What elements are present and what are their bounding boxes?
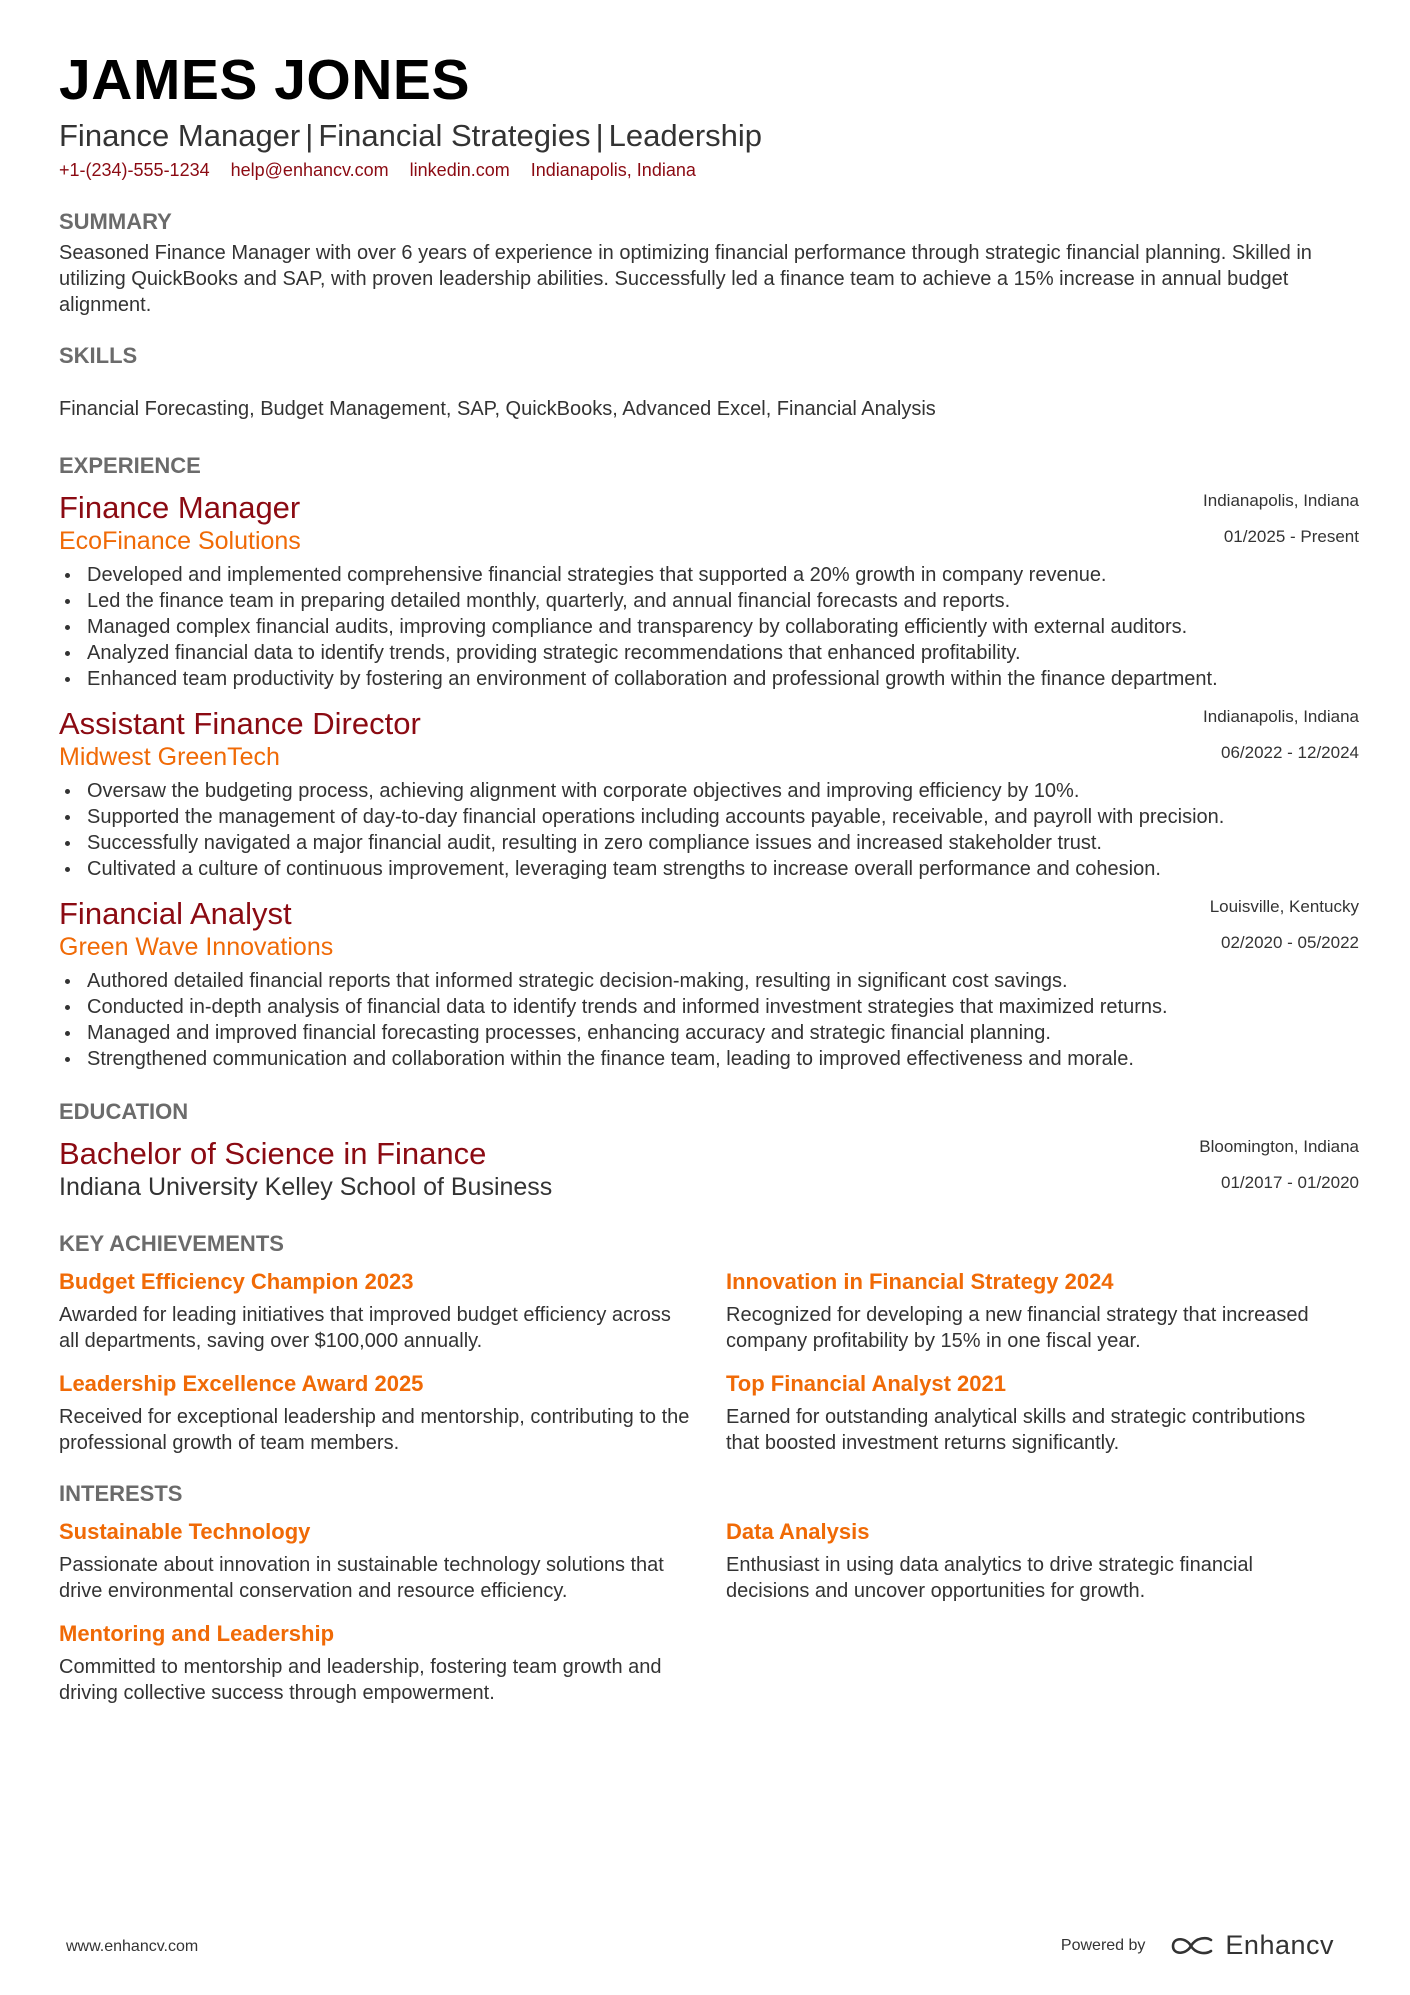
interests-section [59,1480,1359,1722]
achievement-item [59,1268,726,1354]
resume-page [59,50,1359,1722]
interest-text: Enthusiast in using data analytics to drive strategic financial decisions and uncover opportunities for growth. [726,1554,1253,1602]
contact-bar [59,158,1359,182]
interest-title: Mentoring and Leadership [59,1621,335,1646]
bullet-item: Analyzed financial data to identify trends, providing strategic recommendations that enhanced profitability. [59,640,1359,666]
job-bullets [59,968,1359,1072]
school-name: Indiana University Kelley School of Business [59,1173,553,1201]
skills-text: Financial Forecasting, Budget Management, SAP, QuickBooks, Advanced Excel, Financial Analysis [59,398,936,420]
job-company: EcoFinance Solutions [59,527,301,555]
achievements-section [59,1230,1359,1472]
interest-item [726,1518,1359,1604]
education-header [59,1136,1359,1204]
job-bullets [59,778,1359,882]
achievement-item [59,1370,726,1456]
bullet-item: Oversaw the budgeting process, achieving alignment with corporate objectives and improving efficiency by 10%. [59,778,1359,804]
job-dates: 01/2025 - Present [1223,527,1359,546]
interest-title: Sustainable Technology [59,1519,311,1544]
bullet-item: Strengthened communication and collaboration within the finance team, leading to improved effectiveness and morale. [59,1046,1359,1072]
achievement-text: Received for exceptional leadership and mentorship, contributing to the professional growth of team members. [59,1406,690,1454]
interest-item [59,1620,726,1706]
job-entry [59,896,1359,1072]
achievement-text: Earned for outstanding analytical skills and strategic contributions that boosted investment returns significantly. [726,1406,1306,1454]
interest-text: Passionate about innovation in sustainable technology solutions that drive environmental conservation and resource efficiency. [59,1554,664,1602]
email-link[interactable]: help@enhancv.com [230,160,389,180]
job-location: Louisville, Kentucky [1209,897,1359,916]
section-title-skills: SKILLS [59,343,138,368]
job-header [59,896,1359,964]
headline-focus: Financial Strategies [318,118,591,153]
section-title-summary: SUMMARY [59,209,172,234]
achievement-title: Leadership Excellence Award 2025 [59,1371,424,1396]
summary-text: Seasoned Finance Manager with over 6 years of experience in optimizing financial performance through strategic financial planning. Skilled in utilizing QuickBooks and SAP, with proven leadership abilities. Successfully led a finance team to achieve a 15% increase in annual budget alignment. [59,242,1312,316]
job-location: Indianapolis, Indiana [1203,491,1359,510]
job-bullets [59,562,1359,692]
job-company: Midwest GreenTech [59,743,280,771]
degree-title: Bachelor of Science in Finance [59,1136,487,1171]
education-section [59,1098,1359,1204]
phone-link[interactable]: +1-(234)-555-1234 [59,160,210,180]
headline-separator: | [305,118,314,153]
footer-website[interactable]: www.enhancv.com [66,1938,199,1955]
bullet-item: Managed complex financial audits, improving compliance and transparency by collaborating efficiently with external auditors. [59,614,1359,640]
education-location: Bloomington, Indiana [1199,1137,1359,1156]
enhancv-logo-icon [1169,1934,1215,1958]
education-dates: 01/2017 - 01/2020 [1220,1173,1359,1192]
section-title-education: EDUCATION [59,1099,189,1124]
bullet-item: Enhanced team productivity by fostering an environment of collaboration and professional growth within the finance department. [59,666,1359,692]
section-title-achievements: KEY ACHIEVEMENTS [59,1231,284,1256]
bullet-item: Successfully navigated a major financial audit, resulting in zero compliance issues and increased stakeholder trust. [59,830,1359,856]
job-role: Financial Analyst [59,896,292,931]
achievement-text: Recognized for developing a new financial strategy that increased company profitability by 15% in one fiscal year. [726,1304,1309,1352]
bullet-item: Cultivated a culture of continuous improvement, leveraging team strengths to increase overall performance and cohesion. [59,856,1359,882]
job-dates: 06/2022 - 12/2024 [1220,743,1359,762]
brand-name: Enhancv [1225,1930,1334,1960]
location-text: Indianapolis, Indiana [530,160,696,180]
powered-by [1061,1930,1334,1961]
headline [59,118,1359,154]
powered-by-label: Powered by [1060,1936,1146,1954]
bullet-item: Supported the management of day-to-day financial operations including accounts payable, receivable, and payroll with precision. [59,804,1359,830]
section-title-interests: INTERESTS [59,1481,183,1506]
experience-section [59,452,1359,1072]
linkedin-link[interactable]: linkedin.com [409,160,510,180]
job-role: Finance Manager [59,490,301,525]
interests-grid [59,1518,1359,1722]
headline-separator: | [595,118,604,153]
job-role: Assistant Finance Director [59,706,421,741]
bullet-item: Conducted in-depth analysis of financial data to identify trends and informed investment strategies that maximized returns. [59,994,1359,1020]
bullet-item: Led the finance team in preparing detailed monthly, quarterly, and annual financial forecasts and reports. [59,588,1359,614]
interest-text: Committed to mentorship and leadership, fostering team growth and driving collective success through empowerment. [59,1656,662,1704]
section-title-experience: EXPERIENCE [59,453,201,478]
bullet-item: Managed and improved financial forecasting processes, enhancing accuracy and strategic financial planning. [59,1020,1359,1046]
achievement-title: Budget Efficiency Champion 2023 [59,1269,414,1294]
bullet-item: Developed and implemented comprehensive financial strategies that supported a 20% growth in company revenue. [59,562,1359,588]
headline-skill: Leadership [608,118,763,153]
job-entry [59,706,1359,882]
job-company: Green Wave Innovations [59,933,334,961]
job-entry [59,490,1359,692]
summary-section [59,208,1359,318]
achievement-title: Innovation in Financial Strategy 2024 [726,1269,1114,1294]
interest-title: Data Analysis [726,1519,870,1544]
skills-section [59,342,1359,422]
bullet-item: Authored detailed financial reports that informed strategic decision-making, resulting in significant cost savings. [59,968,1359,994]
headline-role: Finance Manager [59,118,301,153]
achievement-item [726,1268,1359,1354]
achievements-grid [59,1268,1359,1472]
candidate-name: JAMES JONES [59,48,470,112]
interest-item [59,1518,726,1604]
job-location: Indianapolis, Indiana [1203,707,1359,726]
job-dates: 02/2020 - 05/2022 [1220,933,1359,952]
achievement-title: Top Financial Analyst 2021 [726,1371,1006,1396]
achievement-text: Awarded for leading initiatives that improved budget efficiency across all departments, saving over $100,000 annually. [59,1304,671,1352]
achievement-item [726,1370,1359,1456]
job-header [59,706,1359,774]
job-header [59,490,1359,558]
